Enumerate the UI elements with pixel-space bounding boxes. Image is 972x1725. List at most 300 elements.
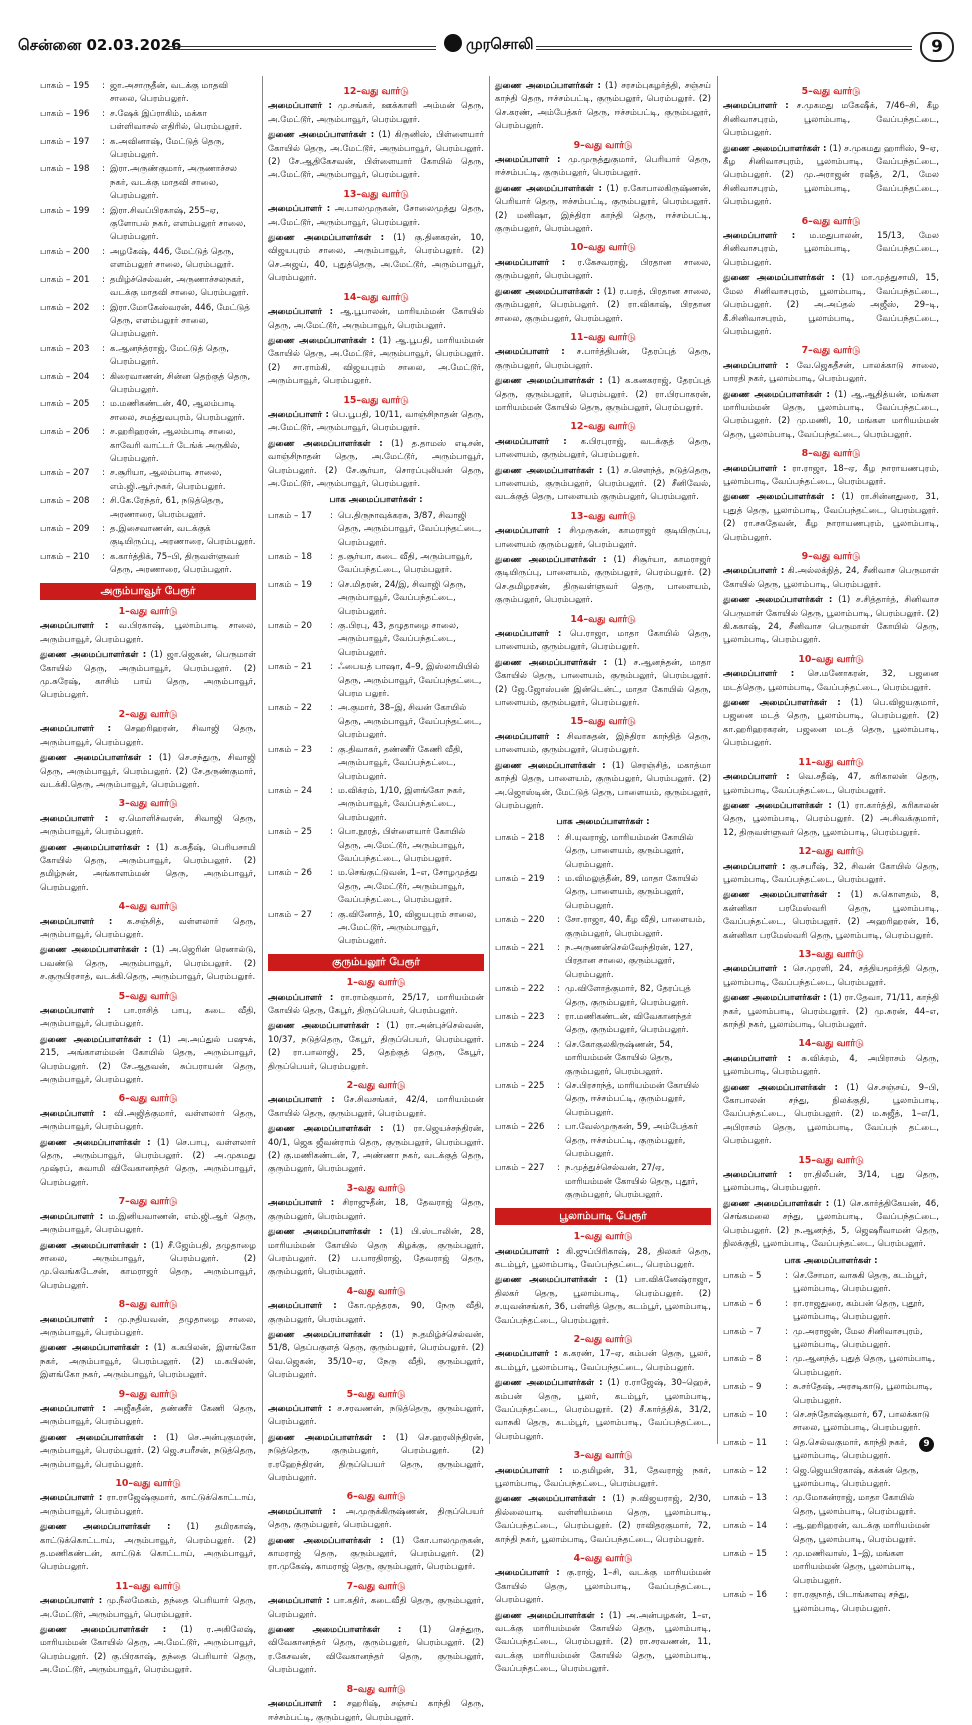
ward-heading: 9–வது வார்டு [801,551,861,562]
ward-heading: 11–வது வார்டு [798,756,864,768]
booth-entry [40,205,256,245]
booth-entry [495,873,711,913]
appointee-entry [268,1595,484,1622]
appointee-text: (1) அ.அன்பழகன், 1–எ, வடக்கு மாரியம்மன் கோயில் தெரு, பூலாம்பாடி, வேப்பந்தட்டை, பெரம்பலூர். (2) ரா.சரவணன், 11, வடக்கு மாரியம்மன் கோயில் தெரு, பூலாம்பாடி, வேப்பந்தட்டை, பெரம்பலூர். [495,1610,711,1675]
appointee-entry [268,1698,484,1725]
booth-agent: ச.ஷேக் இப்ராகிம், மக்கா பள்ளிவாசல் எதிரில், பெரம்பலூர். [110,108,243,133]
appointee-text: செ.முரளி, 24, சத்தியமூர்த்தி தெரு, பூலாம்பாடி, வேப்பந்தட்டை, பெரம்பலூர். [723,964,939,988]
ward-heading: 12–வது வார்டு [570,421,636,433]
appointee-entry [40,944,256,984]
role-label: துணை அமைப்பாளர்கள் : [40,753,152,764]
appointee-entry [723,100,939,140]
role-label: துணை அமைப்பாளர்கள் : [495,465,603,476]
booth-colon: : [557,1081,560,1092]
role-label: துணை அமைப்பாளர்கள் : [40,842,150,853]
role-label: துணை அமைப்பாளர்கள் : [268,335,375,346]
appointee-entry [495,286,711,326]
appointee-text: (1) த.தாமஸ் எடிசன், வாஞ்சிநாதன் தெரு, அ.மேட்டூர், அரும்பாவூர், பெரம்பலூர். (2) சே.சூர்யா, சொரப்புலியன் தெரு, அ.மேட்டூர், அரும்பாவூர், பெரம்பலூர். [268,438,484,489]
role-label: அமைப்பாளர் : [723,669,795,680]
appointee-entry [723,889,939,943]
booth-entry [40,343,256,370]
appointee-text: அ.முருக்கிருஷ்ணன், திருப்பெயர் தெரு, குரும்பலூர், பெரம்பலூர். [268,1506,484,1531]
booth-agent: அ.குமார், 38–இ, சிவன் கோயில் தெரு, அரும்பாவூர், வேப்பந்தட்டை, பெரம்பலூர். [338,703,482,741]
booth-colon: : [785,1298,788,1309]
ward-heading: 6–வது வார்டு [801,215,861,227]
booth-colon: : [102,468,105,479]
role-label: துணை அமைப்பாளர்கள் : [723,993,827,1004]
booth-entry [268,661,484,701]
appointee-entry [40,1595,256,1622]
role-label: அமைப்பாளர் : [268,1403,332,1414]
booth-agent: ச.ஹரிஹரன், ஆலம்பாடி சாலை, காவேரி வாட்டர் டேங்க் அருகில், பெரம்பலூர். [110,427,240,464]
ward-heading: 12–வது வார்டு [343,86,409,97]
role-label: துணை அமைப்பாளர்கள் : [268,1329,383,1340]
appointee-text: சிமுருகன், காமராஜர் குடியிருப்பு, பாளையம் குரும்பலூர், பெரம்பலூர். [495,526,711,550]
appointee-text: செஹரிஹரன், சிவாஜி தெரு, அரும்பாவூர், பெரம்பலூர். [40,724,256,748]
booth-agent: ரா.மணிகண்டன், விவேகானந்தர் தெரு, குரும்பலூர், பெரம்பலூர். [565,1012,692,1036]
booth-colon: : [785,1270,788,1281]
booth-colon: : [785,1465,788,1476]
booth-entry [268,744,484,784]
ward-heading: 1–வது வார்டு [346,977,406,989]
booth-colon: : [785,1354,788,1365]
booth-agent: செ.மிதரன், 24/இ, சிவாஜி தெரு, அரும்பாவூர், வேப்பந்தட்டை, பெரம்பலூர். [338,579,467,617]
booth-entry [40,246,256,273]
booth-entry [723,1381,939,1408]
appointee-entry [40,620,256,647]
role-label: அமைப்பாளர் : [723,463,787,474]
ward-heading: 7–வது வார்டு [801,345,861,357]
booth-number: பாகம் – 224 [495,1039,545,1050]
booth-colon: : [785,1382,788,1393]
appointee-text: கோ.முத்தரசு, 90, நேரு வீதி, குரும்பலூர், பெரம்பலூர். [268,1301,484,1325]
appointee-text: ச.முகமது மகேஷீக், 7/46–சி, கீழ சினிவாசபுரம், பூலாம்பாடி, வேப்பந்தட்டை, பெரம்பலூர். [723,101,939,139]
booth-number: பாகம் – 204 [40,371,90,382]
appointee-text: அ.பாலமுருகன், சோலைமுத்து தெரு, அ.மேட்டூர், அரும்பாவூர், பெரம்பலூர். [268,204,484,228]
booth-number: பாகம் – 226 [495,1122,545,1133]
appointee-entry [495,183,711,237]
role-label: அமைப்பாளர் : [40,1108,106,1119]
appointee-text: (1) ர.கோபாலகிருஷ்ணன், பெரியார் தெரு, ஈச்சம்பட்டி, குரும்பலூர், பெரம்பலூர். (2) மனிஷா, இந்திரா காந்தி தெரு, ஈச்சம்பட்டி, குரும்பலூர், பெரம்பலூர். [495,183,711,235]
appointee-entry [495,1246,711,1273]
appointee-text: (1) ஆ.பூபதி, மாரியம்மன் கோயில் தெரு, அ.மேட்டூர், அரும்பாவூர், பெரம்பலூர். (2) சா.ராம்கி, விஜயபுரம் சாலை, அ.மேட்டூர், அரும்பாவூர், பெரம்பலூர். [268,335,484,387]
appointee-entry [268,992,484,1019]
appointee-entry [495,1377,711,1444]
appointee-entry [723,992,939,1032]
role-label: துணை அமைப்பாளர்கள் : [495,1610,604,1621]
booth-number: பாகம் – 199 [40,205,90,216]
booth-entry [40,398,256,425]
appointee-text: (1) சிசூர்யா, காமராஜர் குடியிருப்பு, பாளையம், குரும்பலூர், பெரம்பலூர். (2) செ.தமிழரசன், திருவள்ளுவர் தெரு, பாளையம், குரும்பலூர், பெரம்பலூர். [495,555,711,606]
appointee-text: ரா.திலீபன், 3/14, புது தெரு, பூலாம்பாடி, பெரம்பலூர். [723,1170,939,1194]
ward-heading: 9–வது வார்டு [118,1388,178,1400]
role-label: துணை அமைப்பாளர்கள் : [40,1343,149,1354]
booth-colon: : [330,662,333,673]
booth-number: பாகம் – 197 [40,136,90,147]
booth-entry [495,1039,711,1079]
ward-heading: 6–வது வார்டு [346,1491,406,1503]
booth-number: பாகம் – 203 [40,343,90,354]
booth-colon: : [785,1590,788,1601]
booth-agent: செ.சந்தோஷ்குமார், 67, பாலக்காடு சாலை, பூலாம்பாடி, பெரம்பலூர். [793,1409,930,1434]
ward-heading: 7–வது வார்டு [346,1580,406,1592]
ward-heading: 11–வது வார்டு [570,331,636,343]
appointee-text: (1) ரா.கார்த்தி, கரிகாலன் தெரு, பூலாம்பாடி, பெரம்பலூர். (2) அ.சிவக்குமார், 12, திருவள்ளுவர் தெரு, பூலாம்பாடி, பெரம்பலூர். [723,800,939,838]
appointee-entry [40,1211,256,1238]
ward-heading: 3–வது வார்டு [346,1182,406,1194]
appointee-entry [723,594,939,648]
booth-entry [40,302,256,342]
appointee-text: (1) செ.சந்துரு, சிவாஜி தெரு, அரும்பாவூர், பெரம்பலூர். (2) சே.தருண்குமார், வடக்கி.தெரு, அரும்பாவூர், பெரம்பலூர். [40,753,256,790]
appointee-text: (1) க.கபிலன், இளங்கோ நகர், அரும்பாவூர், பெரம்பலூர். (2) ம.கபிலன், இளங்கோ நகர், அரும்பாவூர், பெரம்பலூர். [40,1343,256,1381]
booth-entry [723,1437,939,1464]
booth-agent: மு.ஆனந்த், புதுத் தெரு, பூலாம்பாடி, பெரம்பலூர். [793,1354,936,1378]
role-label: அமைப்பாளர் : [40,916,113,927]
role-label: அமைப்பாளர் : [723,101,789,112]
appointee-text: ஆ.பூபாலன், மாரியம்மன் கோயில் தெரு, அ.மேட்டூர், அரும்பாவூர், பெரம்பலூர். [268,307,484,331]
appointee-text: பெ.பூபதி, 10/11, வாஞ்சிநாதன் தெரு, அ.மேட்டூர், அரும்பாவூர், பெரம்பலூர். [268,409,484,434]
booth-agent: தெ.செல்வகுமார், காந்தி நகர், பூலாம்பாடி, பெரம்பலூர். [793,1437,908,1462]
role-label: அமைப்பாளர் : [268,1699,337,1710]
ward-heading: 4–வது வார்டு [118,901,178,913]
booth-colon: : [785,1409,788,1420]
appointee-text: க.கரண், 17–ஏ, கம்பன் தெரு, பூலர், கடம்பூர், பூலாம்பாடி, வேப்பந்தட்டை, பெரம்பலூர். [495,1349,711,1373]
section-banner: பூலாம்பாடி பேரூர் [495,1208,711,1225]
appointee-text: (1) செ.ஹரலிந்திரன், நடுத்தெரு, குரும்பலூர், பெரம்பலூர். (2) ர.ரஹேந்திரன், திருப்பெயர் தெரு, குரும்பலூர், பெரம்பலூர். [268,1432,484,1483]
booth-number: பாகம் – 7 [723,1326,762,1337]
appointee-entry [268,1094,484,1121]
role-label: துணை அமைப்பாளர்கள் : [268,1535,384,1546]
role-label: துணை அமைப்பாளர்கள் : [268,1625,402,1636]
column-divider [489,76,490,1444]
ward-heading: 2–வது வார்டு [346,1080,406,1092]
appointee-entry [723,800,939,840]
appointee-entry [723,389,939,443]
role-label: துணை அமைப்பாளர்கள் : [495,657,608,668]
appointee-text: பெ.ராஜா, மாதா கோயில் தெரு, பாளையம், குரும்பலூர், பெரம்பலூர். [495,629,711,653]
appointee-text: கு.ராஜ், 1–சி, வடக்கு மாரியம்மன் கோயில் தெரு, பூலாம்பாடி, வேப்பந்தட்டை, பெரம்பலூர். [495,1568,711,1606]
role-label: அமைப்பாளர் : [723,861,786,872]
booth-agent: சி.யுவராஜ், மாரியம்மன் கோயில் தெரு, பாளையம், குரும்பலூர், பெரம்பலூர். [565,832,694,870]
booth-agent: க.கார்த்திக், 75–பி, திருவள்ளுவர் தெரு, அரணாரை, பெரம்பலூர். [110,551,240,576]
ward-heading: 9–வது வார்டு [573,139,633,151]
column-1 [40,80,257,1676]
appointee-text: (1) ஜா.ஜெகன், பெருமாள் கோயில் தெரு, அரும்பாவூர், பெரம்பலூர். (2) மு.சுரேஷ், காசிம் பாய் தெரு, அரும்பாவூர், பெரம்பலூர். [40,650,256,701]
booth-agent: செ.பிரசாந்த், மாரியம்மன் கோயில் தெரு, ஈச்சம்பட்டி, குரும்பலூர், பெரம்பலூர். [565,1081,700,1118]
booth-agent: கு.வினோத், 10, விஜயபுரம் சாலை, அ.மேட்டூர், அரும்பாவூர், பெரம்பலூர். [338,909,477,947]
booth-number: பாகம் – 12 [723,1465,767,1476]
booth-colon: : [557,832,560,843]
appointee-entry [495,346,711,373]
booth-number: பாகம் – 221 [495,942,545,953]
ward-heading: 10–வது வார்டு [798,653,864,665]
appointee-entry [40,916,256,943]
booth-entry [495,832,711,872]
booth-agent: செ.சோமா, வாசுகி தெரு, கடம்பூர், பூலாம்பாடி, பெரம்பலூர். [793,1270,927,1295]
role-label: துணை அமைப்பாளர்கள் : [495,1378,603,1389]
booth-entry [723,1298,939,1325]
ward-heading: 8–வது வார்டு [801,448,861,460]
appointee-text: ரா.ராஜேஷ்குமார், காட்டுக்கொட்டாய், அரும்பாவூர், பெரம்பலூர். [40,1493,256,1517]
appointee-entry [495,1567,711,1607]
booth-colon: : [557,984,560,995]
booth-number: பாகம் – 208 [40,496,90,507]
appointee-text: ர.கேசவராஜ், பிரதான சாலை, குரும்பலூர், பெரம்பலூர். [495,257,711,282]
appointee-entry [495,80,711,134]
appointee-entry [723,1053,939,1080]
ward-heading: 7–வது வார்டு [118,1196,178,1208]
ward-heading: 15–வது வார்டு [343,394,409,406]
appointee-entry [495,657,711,711]
role-label: துணை அமைப்பாளர்கள் : [495,183,602,194]
appointee-entry [268,335,484,389]
booth-agent: த.இசைவாணன், வடக்குக் குடியிருப்பு, அரணாரை, பெரம்பலூர். [110,524,256,548]
booth-entry [268,551,484,578]
appointee-text: (1) கு.தினகரன், 10, விஜயபுரம் சாலை, அரும்பாவூர், பெரம்பலூர். (2) செ.அஜய், 40, புதுத்தெரு, அ.மேட்டூர், அரும்பாவூர், பெரம்பலூர். [268,233,484,284]
appointee-text: (1) அ.அப்துல் பஷுக், 215, அங்காளம்மன் கோயில் தெரு, அரும்பாவூர், பெரம்பலூர். (2) சே.ஆதவன், சுப்பராயன் தெரு, அரும்பாவூர், பெரம்பலூர். [40,1034,256,1086]
booth-agent: ம.விக்ரம், 1/10, இளங்கோ நகர், அரும்பாவூர், வேப்பந்தட்டை, பெரம்பலூர். [338,785,466,823]
appointee-entry [40,1240,256,1294]
appointee-text: (1) ந.விஜயராஜ், 2/30, தில்லையாடி வள்ளியம்மை தெரு, பூலாம்பாடி, வேப்பந்தட்டை, பெரம்பலூர். (2) ராவிதரகுமார், 72, காந்தி நகர், பூலாம்பாடி, வேப்பந்தட்டை, பெரம்பலூர். [495,1494,711,1545]
booth-number: பாகம் – 11 [723,1437,767,1448]
appointee-entry [40,1137,256,1191]
ward-heading: 15–வது வார்டு [798,1154,864,1166]
appointee-entry [40,1314,256,1341]
role-label: அமைப்பாளர் : [495,731,560,742]
appointee-entry [268,1197,484,1224]
appointee-entry [495,154,711,181]
role-label: அமைப்பாளர் : [40,1211,104,1222]
appointee-entry [495,525,711,552]
appointee-entry [723,1082,939,1149]
appointee-text: (1) அ.ஜெரின் ரெனால்டு, பவண்டு தெரு, அரும்பாவூர், பெரம்பலூர். (2) ச.குருபிரசாத், வடக்கி.தெரு, அரும்பாவூர், பெரம்பலூர். [40,945,256,983]
role-label: துணை அமைப்பாளர்கள் : [723,492,835,503]
ward-heading: 2–வது வார்டு [118,708,178,720]
ward-heading: 4–வது வார்டு [346,1285,406,1297]
ward-heading: 8–வது வார்டு [346,1683,406,1695]
booth-entry [40,108,256,135]
appointee-entry [495,375,711,415]
appointee-text: பா.கதிர், கடைவீதி தெரு, குரும்பலூர், பெரம்பலூர். [268,1596,484,1620]
booth-entry [40,136,256,163]
booth-number: பாகம் – 6 [723,1298,762,1309]
booth-colon: : [557,1122,560,1133]
booth-entry [723,1548,939,1588]
role-label: அமைப்பாளர் : [268,204,331,215]
appointee-entry [723,272,939,339]
booth-number: பாகம் – 15 [723,1549,767,1560]
appointee-entry [268,1020,484,1074]
appointee-text: மு.நீலமேகம், தந்தை பெரியார் தெரு, அ.மேட்டூர், அரும்பாவூர், பெரம்பலூர். [40,1596,256,1620]
booth-number: பாகம் – 209 [40,524,90,534]
appointee-text: (1) ர.அகிலேஷ், மாரியம்மன் கோயில் தெரு, அ.மேட்டூர், அரும்பாவூர், பெரம்பலூர். (2) கு.பிரகாஷ், தந்தை பெரியார் தெரு, அ.மேட்டூர், அரும்பாவூர், பெரம்பலூர். [40,1625,256,1676]
booth-number: பாகம் – 227 [495,1163,545,1174]
booth-agent: தமிழ்ச்செல்வன், அருணாச்சலநகர், வடக்கு மாதவி சாலை, பெரம்பலூர். [110,274,249,299]
booth-number: பாகம் – 223 [495,1012,545,1022]
appointee-text: (1) ஆ.ஆதித்யன், மங்கள மாரியம்மன் தெரு, பூலாம்பாடி, வேப்பந்தட்டை, பெரம்பலூர். (2) மு.மணி, 10, மங்கள மாரியம்மன் தெரு, பூலாம்பாடி, வேப்பந்தட்டை, பெரம்பலூர். [723,389,939,440]
appointee-text: (1) ச.சித்தார்த், சினிவாச பெருமாள் கோயில் தெரு, பூலாம்பாடி, பெரம்பலூர். (2) கி.ககாஷ், 24, சீனிவாச பெருமாள் கோயில் தெரு, பூலாம்பாடி, பெரம்பலூர். [723,595,939,646]
booth-number: பாகம் – 210 [40,551,90,562]
appointee-text: (1) ரா.தேவா, 71/11, காந்தி நகர், பூலாம்பாடி, பெரம்பலூர். (2) மு.சுரன், 44–எ, காந்தி நகர், பூலாம்பாடி, பெரம்பலூர். [723,993,939,1030]
appointee-entry [723,491,939,545]
role-label: அமைப்பாளர் : [495,1465,563,1476]
appointee-text: ரா.ராம்குமார், 25/17, மாரியம்மன் கோயில் தெரு, கேபூர், திருப்பெயர், பெரம்பலூர். [268,992,484,1016]
appointee-entry [40,813,256,840]
appointee-text: க.பிரபுராஜ், வடக்குத் தெரு, பாளையம், குரும்பலூர், பெரம்பலூர். [495,436,711,461]
role-label: அமைப்பாளர் : [40,1314,108,1325]
booth-agent: இரா.அருண்குமார், அருணாச்சல நகர், வடக்கு மாதவி சாலை, பெரம்பலூர். [110,164,238,202]
appointee-entry [40,1492,256,1519]
role-label: துணை அமைப்பாளர்கள் : [268,1021,380,1032]
appointee-entry [495,1274,711,1328]
booth-number: பாகம் – 22 [268,703,312,714]
role-label: அமைப்பாளர் : [495,1246,560,1257]
appointee-text: சஹரிஷ், சஞ்சய் காந்தி தெரு, ஈச்சம்பட்டி, குரும்பலூர், பெரம்பலூர். [268,1699,484,1723]
booth-number: பாகம் – 13 [723,1493,767,1504]
role-label: அமைப்பாளர் : [268,1301,337,1312]
booth-colon: : [785,1549,788,1560]
booth-entry [495,914,711,941]
booth-number: பாகம் – 201 [40,274,90,285]
booth-number: பாகம் – 218 [495,832,545,843]
masthead-rule-right [536,46,912,50]
booth-colon: : [102,108,105,119]
booth-number: பாகம் – 9 [723,1382,762,1393]
booth-number: பாகம் – 196 [40,108,90,119]
booth-number: பாகம் – 222 [495,984,545,995]
appointee-text: வே.ஜெகதீசன், பாலக்காடு சாலை, பாரதி நகர், பூலாம்பாடி, பெரம்பலூர். [723,360,939,385]
booth-colon: : [330,909,333,920]
appointee-entry [40,752,256,792]
appointee-entry [268,438,484,492]
booth-number: பாகம் – 14 [723,1521,767,1532]
booth-agent: ந.அருணன்செல்வேந்திரன், 127, பிரதான சாலை, குரும்பலூர், பெரம்பலூர். [565,942,693,980]
role-label: அமைப்பாளர் : [268,1506,336,1517]
booth-colon: : [330,579,333,590]
appointee-entry [268,1535,484,1575]
appointee-entry [723,360,939,387]
role-label: அமைப்பாளர் : [495,347,565,358]
booth-colon: : [557,915,560,926]
booth-entry [40,551,256,578]
appointee-text: (1) செ.பாபு, வள்ளலார் தெரு, அரும்பாவூர், பெரம்பலூர். (2) அ.முகமது முஷ்ரப், சுவாமி விவேகானந்தர் தெரு, அரும்பாவூர், பெரம்பலூர். [40,1137,256,1188]
appointee-text: வ.பிரகாஷ், பூலாம்பாடி சாலை, அரும்பாவூர், பெரம்பலூர். [40,621,256,645]
booth-colon: : [557,1039,560,1050]
booth-number: பாகம் – 20 [268,621,312,632]
ward-heading: 6–வது வார்டு [118,1093,178,1105]
booth-number: பாகம் – 219 [495,873,545,884]
appointee-entry [495,1610,711,1677]
appointee-entry [40,649,256,703]
ward-heading: 10–வது வார்டு [115,1478,181,1489]
booth-entry [40,426,256,466]
appointee-text: (1) கோ.பாலமுருகன், காமராஜ் தெரு, குரும்பலூர், பெரம்பலூர். (2) ரா.முகேஷ், காமராஜ் தெரு, குரும்பலூர், பெரம்பலூர். [268,1535,484,1573]
role-label: துணை அமைப்பாளர்கள் : [40,1522,171,1533]
appointee-entry [40,1521,256,1575]
role-label: துணை அமைப்பாளர்கள் : [40,945,148,956]
appointee-entry [268,1432,484,1486]
booth-entry [40,80,256,107]
role-label: துணை அமைப்பாளர்கள் : [723,890,841,901]
booth-number: பாகம் – 220 [495,915,545,926]
appointee-entry [495,731,711,758]
booth-agent: சு.சர்தேஷ், அரசடிகாடு, பூலாம்பாடி, பெரம்பலூர். [793,1382,933,1406]
role-label: அமைப்பாளர் : [40,1596,103,1607]
booth-colon: : [785,1493,788,1504]
booth-colon: : [102,136,105,147]
role-label: துணை அமைப்பாளர்கள் : [723,143,827,154]
role-label: அமைப்பாளர் : [495,526,562,537]
booth-agent: ஜெ.ஜெயபிரகாஷ், கக்கன் தெரு, பூலாம்பாடி, பெரம்பலூர். [793,1465,919,1489]
booth-colon: : [557,1012,560,1022]
appointee-entry [495,1493,711,1547]
booth-number: பாகம் – 202 [40,302,90,313]
appointee-text: ச.பார்த்திபன், தேரப்புத் தெரு, குரும்பலூர், பெரம்பலூர். [495,347,711,371]
booth-colon: : [102,81,105,91]
role-label: துணை அமைப்பாளர்கள் : [268,1227,383,1238]
ward-heading: 14–வது வார்டு [343,291,409,303]
booth-colon: : [330,785,333,796]
booth-entry [268,909,484,949]
role-label: துணை அமைப்பாளர்கள் : [268,438,383,449]
booth-entry [495,1011,711,1038]
booth-agent: ம.விமலுத்தீன், 89, மாதா கோயில் தெரு, பாளையம், குரும்பலூர், பெரம்பலூர். [565,873,698,911]
appointee-text: (1) சீ.ஜேம்பதி, தழுதாழை சாலை, அரும்பாவூர், பெரம்பலூர். (2) மு.வெங்கடேசன், காமராஜர் தெரு, அரும்பாவூர், பெரம்பலூர். [40,1240,256,1291]
booth-agent: ந.முத்துச்செல்வன், 27/ஏ, மாரியம்மன் கோயில் தெரு, புதூர், குரும்பலூர், பெரம்பலூர். [565,1163,699,1201]
appointee-entry [268,1123,484,1177]
role-label: துணை அமைப்பாளர்கள் : [495,81,601,91]
appointee-text: வெ.சதீஷ், 47, கரிகாலன் தெரு, பூலாம்பாடி, வேப்பந்தட்டை, பெரம்பலூர். [723,772,939,796]
booth-number: பாகம் – 206 [40,427,90,438]
booth-entry [268,826,484,866]
appointee-text: மு.முருத்துகுமார், பெரியார் தெரு, ஈச்சம்பட்டி, குரும்பலூர், பெரம்பலூர். [495,155,711,179]
booth-entry [495,1080,711,1120]
booth-number: பாகம் – 198 [40,164,90,175]
booth-agent: கு.பிரபு, 43, தழுதாழை சாலை, அரும்பாவூர், வேப்பந்தட்டை, பெரம்பலூர். [338,621,459,658]
appointee-entry [40,842,256,896]
booth-colon: : [557,942,560,953]
booth-agent: மு.மணிவாஸ், 1–இ, மங்கள மாரியம்மன் தெரு, பூலாம்பாடி, பெரம்பலூர். [793,1549,915,1586]
booth-entry [268,510,484,550]
role-label: அமைப்பாளர் : [495,629,562,640]
booth-agent: மு.மோகன்ராஜ், மாதா கோயில் தெரு, பூலாம்பாடி, பெரம்பலூர். [793,1493,917,1517]
appointee-text: மு.சங்கர், ஊக்காளி அம்மன் தெரு, அ.மேட்டூர், அரும்பாவூர், பெரம்பலூர். [268,101,484,125]
ward-heading: 15–வது வார்டு [570,716,636,728]
ward-heading: 13–வது வார்டு [798,948,864,960]
booth-number: பாகம் – 25 [268,827,312,838]
role-label: அமைப்பாளர் : [268,307,334,318]
appointee-text: கி.அல்லக்நித், 24, சீனிவாச பெருமாள் கோயில் தெரு, பூலாம்பாடி, பெரம்பலூர். [723,566,939,590]
booth-agent: இரா.மோகேஸ்வரன், 446, மேட்டுத் தெரு, எளம்பலூர் சாலை, பெரம்பலூர். [110,302,250,340]
booth-entry [495,942,711,982]
booth-entry [40,523,256,550]
role-label: துணை அமைப்பாளர்கள் : [495,376,603,387]
booth-agent: க.அவினாஷ், மேட்டுத் தெரு, பெரம்பலூர். [110,136,225,161]
appointee-text: சிவாசுதன், இந்திரா காந்தித் தெரு, பாளையம், குரும்பலூர், பெரம்பலூர். [495,731,711,756]
role-label: அமைப்பாளர் : [268,1198,335,1209]
booth-agent: ச.சூரியா, ஆலம்பாடி சாலை, எம்.ஜி.ஆர்.நகர், பெரம்பலூர். [110,468,226,492]
booth-number: பாகம் – 19 [268,579,312,590]
booth-agent: பொ.நூரத், பிள்ளையார் கோயில் தெரு, அ.மேட்டூர், அரும்பாவூர், வேப்பந்தட்டை, பெரம்பலூர். [338,827,466,864]
appointee-entry [495,760,711,814]
booth-list-heading: பாக அமைப்பாளர்கள் : [329,495,423,506]
role-label: துணை அமைப்பாளர்கள் : [723,1198,830,1209]
appointee-text: (1) ரா.ஜெயச்சந்திரன், 40/1, ஜெக ஜீவன்ராம் தெரு, குரும்பலூர், பெரம்பலூர். (2) கு.மணிகண்டன், 7, அண்ணா நகர், வடக்குத் தெரு, குரும்பலூர், பெரம்பலூர். [268,1124,484,1175]
booth-entry [723,1409,939,1436]
appointee-text: (1) பா.விக்னேஷ்ராஜா, திலகர் தெரு, பூலாம்பாடி, பெரம்பலூர். (2) ச.யுவன்சங்கர், 36, பள்ளித் தெரு, கடம்பூர், பூலாம்பாடி, வேப்பந்தட்டை, பெரம்பலூர். [495,1275,711,1326]
appointee-text: (1) ச.செளந்த், நடுத்தெரு, பாளையம், குரும்பலூர், பெரம்பலூர். (2) சீனிவேல், வடக்குத் தெரு, பாளையம் குரும்பலூர், பெரம்பலூர். [495,465,711,503]
booth-entry [268,702,484,742]
